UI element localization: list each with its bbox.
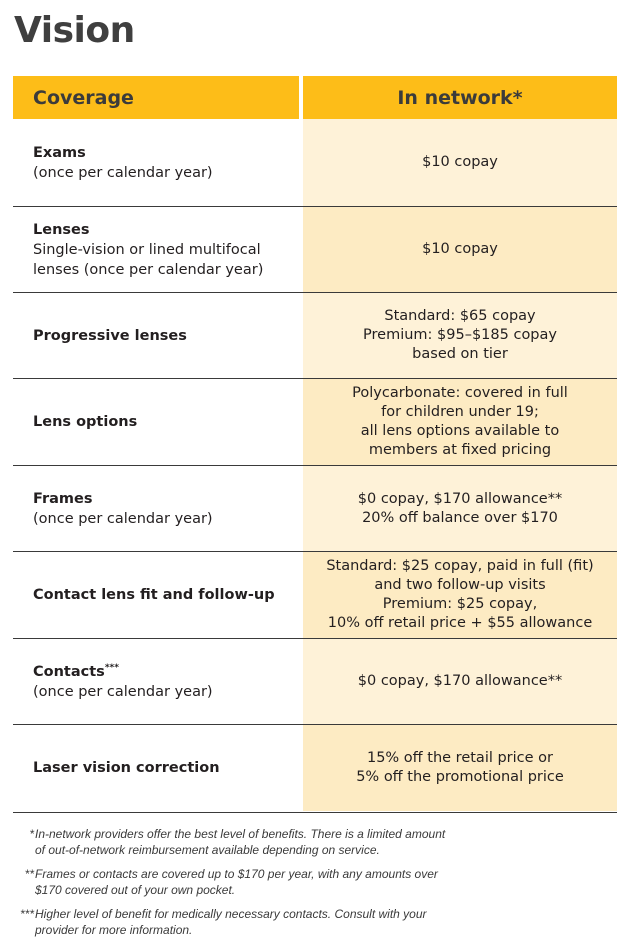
row-label: Progressive lenses	[33, 327, 187, 344]
footnote-text: Frames or contacts are covered up to $170 per year, with any amounts over $170 covered out of your own pocket.	[35, 867, 438, 897]
page-title: Vision	[14, 10, 135, 51]
table-row	[13, 551, 617, 638]
table-row	[13, 292, 617, 378]
row-label-cell	[13, 293, 299, 378]
row-sublabel: (once per calendar year)	[33, 683, 213, 700]
row-label-cell	[13, 639, 299, 724]
table-row	[13, 378, 617, 465]
row-label: Frames	[33, 490, 93, 507]
row-value: Standard: $25 copay, paid in full (fit) and two follow-up visits Premium: $25 copay, 10% off retail price + $55 allowance	[303, 552, 617, 638]
row-label-cell	[13, 119, 299, 206]
row-value: 15% off the retail price or 5% off the promotional price	[303, 725, 617, 811]
row-value: $0 copay, $170 allowance**	[303, 639, 617, 724]
row-sublabel: Single-vision or lined multifocal lenses (once per calendar year)	[33, 241, 264, 278]
row-label-cell	[13, 552, 299, 638]
footnotes	[14, 826, 614, 946]
footnote-text: In-network providers offer the best level of benefits. There is a limited amount of out-of-network reimbursement available depending on service.	[35, 827, 446, 857]
row-label: Lenses	[33, 221, 90, 238]
table-row	[13, 724, 617, 811]
footnote-marker: *	[29, 827, 34, 841]
table-bottom-divider	[13, 812, 617, 813]
row-label-cell	[13, 725, 299, 811]
footnote-marker: **	[24, 867, 34, 881]
row-label: Lens options	[33, 414, 138, 430]
row-value: Polycarbonate: covered in full for children under 19; all lens options available to members at fixed pricing	[303, 379, 617, 465]
header-in-network: In network*	[303, 76, 617, 119]
footnote	[14, 866, 614, 898]
row-value: $10 copay	[303, 207, 617, 292]
footnote	[14, 906, 614, 938]
table-row	[13, 119, 617, 206]
footnote-marker: ***	[19, 907, 34, 921]
coverage-table	[13, 76, 617, 811]
header-coverage: Coverage	[13, 76, 299, 119]
row-label-cell	[13, 379, 299, 465]
row-label-cell	[13, 207, 299, 292]
table-row	[13, 206, 617, 292]
row-label: Exams	[33, 144, 86, 161]
row-label: Contacts	[33, 663, 105, 680]
row-sublabel: (once per calendar year)	[33, 510, 213, 527]
row-label-cell	[13, 466, 299, 551]
table-header	[13, 76, 617, 119]
row-label: Laser vision correction	[33, 760, 220, 776]
table-row	[13, 465, 617, 551]
table-row	[13, 638, 617, 724]
row-label: Contact lens fit and follow-up	[33, 587, 275, 603]
row-sublabel: (once per calendar year)	[33, 164, 213, 181]
row-value: $0 copay, $170 allowance** 20% off balance over $170	[303, 466, 617, 551]
row-label-superscript: ***	[104, 662, 119, 673]
footnote-text: Higher level of benefit for medically necessary contacts. Consult with your provider for more information.	[35, 907, 427, 937]
row-value: $10 copay	[303, 119, 617, 206]
row-value: Standard: $65 copay Premium: $95–$185 copay based on tier	[303, 293, 617, 378]
footnote	[14, 826, 614, 858]
